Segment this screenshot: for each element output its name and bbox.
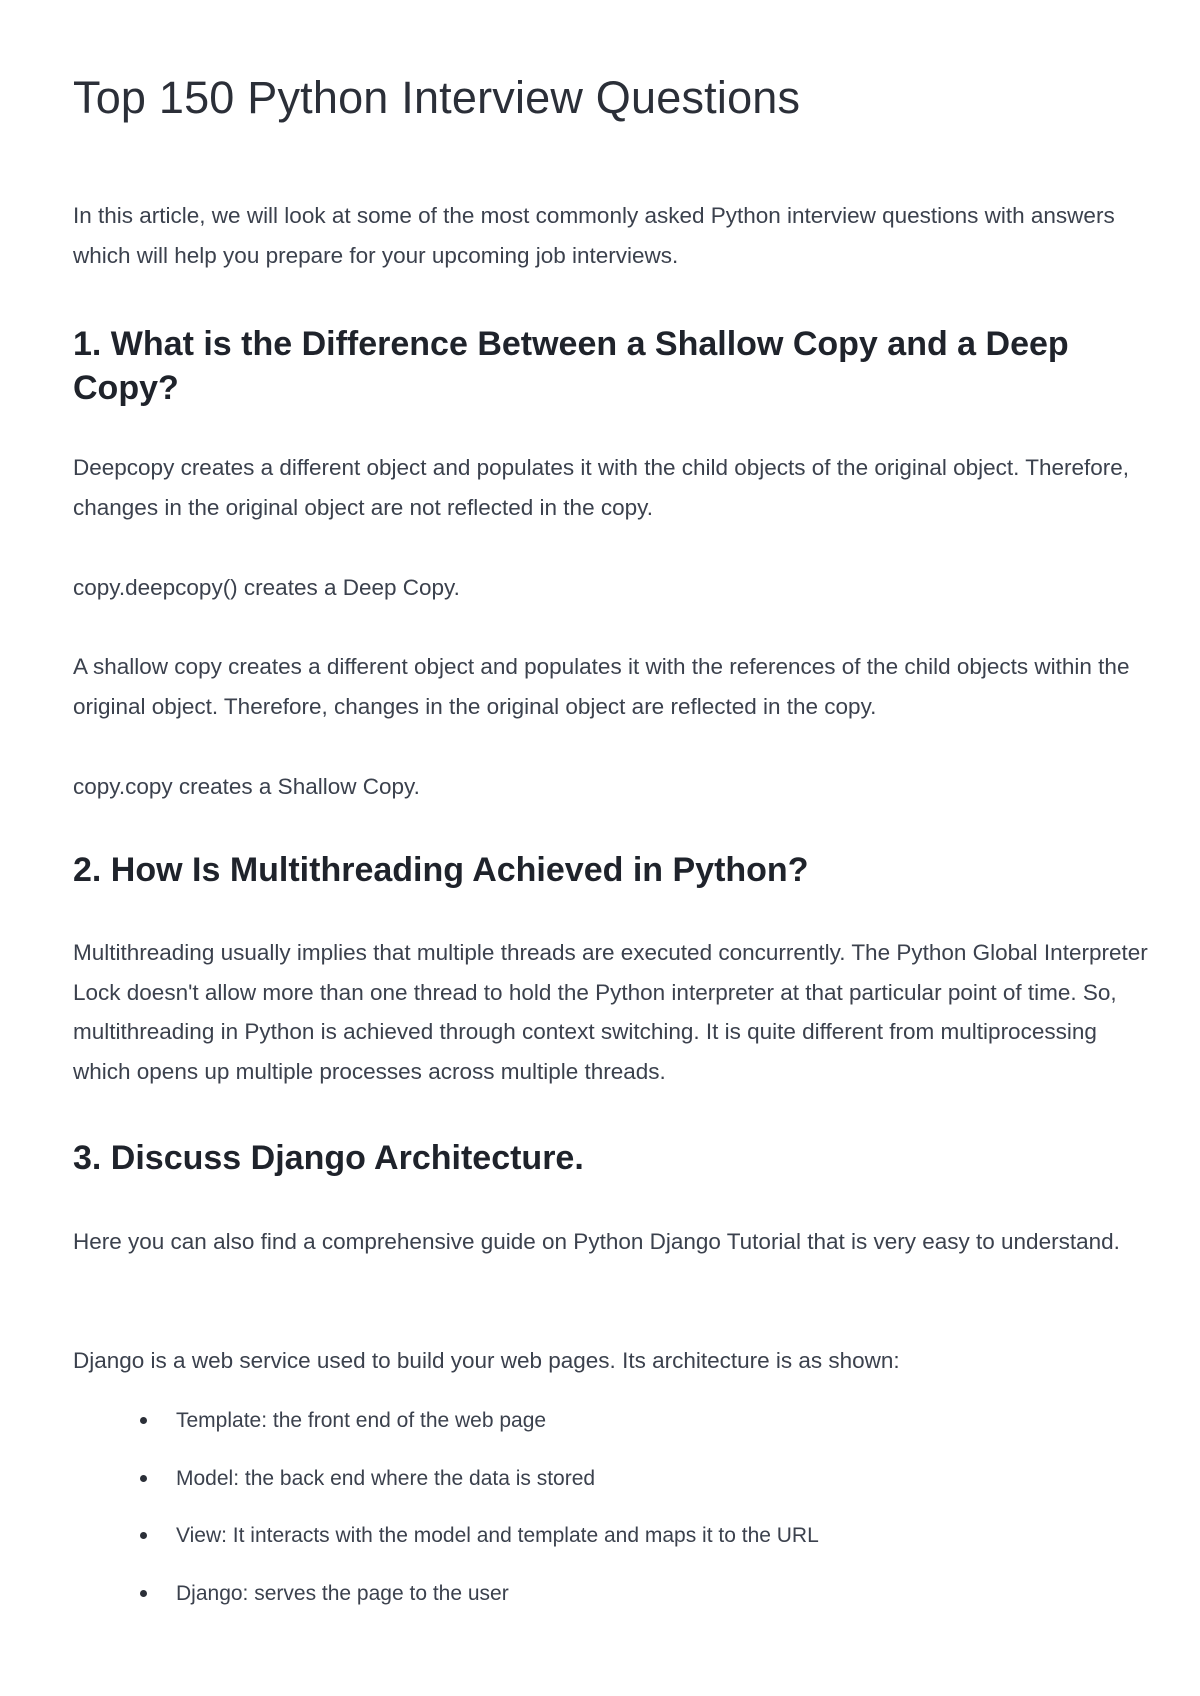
page-title: Top 150 Python Interview Questions: [73, 72, 801, 123]
intro-paragraph: In this article, we will look at some of the most commonly asked Python interview questions with answers which will help you prepare for your upcoming job interviews.: [73, 203, 1115, 268]
bullet-icon: [140, 1475, 147, 1482]
section-1-paragraph-2: copy.deepcopy() creates a Deep Copy.: [73, 575, 460, 600]
list-item-text: Template: the front end of the web page: [176, 1409, 547, 1432]
list-item: [73, 1406, 1133, 1464]
section-1-heading: 1. What is the Difference Between a Shallow Copy and a Deep Copy?: [73, 325, 1069, 407]
section-2-heading: 2. How Is Multithreading Achieved in Python?: [73, 851, 809, 889]
section-1-paragraph-3: A shallow copy creates a different object and populates it with the references of the child objects within the original object. Therefore, changes in the original object are reflected in the copy.: [73, 654, 1130, 719]
section-3-paragraph-1: Here you can also find a comprehensive guide on Python Django Tutorial that is very easy to understand.: [73, 1229, 1120, 1254]
list-item-text: Django: serves the page to the user: [176, 1581, 509, 1605]
section-2-paragraph-1: Multithreading usually implies that multiple threads are executed concurrently. The Python Global Interpreter Lock doesn't allow more than one thread to hold the Python interpreter at that particular point of time. So, multithreading in Python is achieved through context switching. It is quite different from multiprocessing which opens up multiple processes across multiple threads.: [73, 940, 1148, 1084]
section-1-paragraph-1: Deepcopy creates a different object and populates it with the child objects of the original object. Therefore, changes in the original object are not reflected in the copy.: [73, 455, 1130, 520]
list-item: [73, 1464, 1133, 1522]
list-item: [73, 1521, 1133, 1579]
bullet-icon: [140, 1532, 147, 1539]
section-1-paragraph-4: copy.copy creates a Shallow Copy.: [73, 774, 420, 799]
bullet-icon: [140, 1590, 147, 1597]
section-3-paragraph-2: Django is a web service used to build your web pages. Its architecture is as shown:: [73, 1348, 900, 1373]
bullet-icon: [140, 1417, 147, 1424]
list-item-text: View: It interacts with the model and template and maps it to the URL: [176, 1524, 819, 1547]
architecture-list: [73, 1406, 1133, 1636]
list-item: [73, 1579, 1133, 1637]
list-item-text: Model: the back end where the data is stored: [176, 1466, 596, 1490]
section-3-heading: 3. Discuss Django Architecture.: [73, 1139, 584, 1177]
